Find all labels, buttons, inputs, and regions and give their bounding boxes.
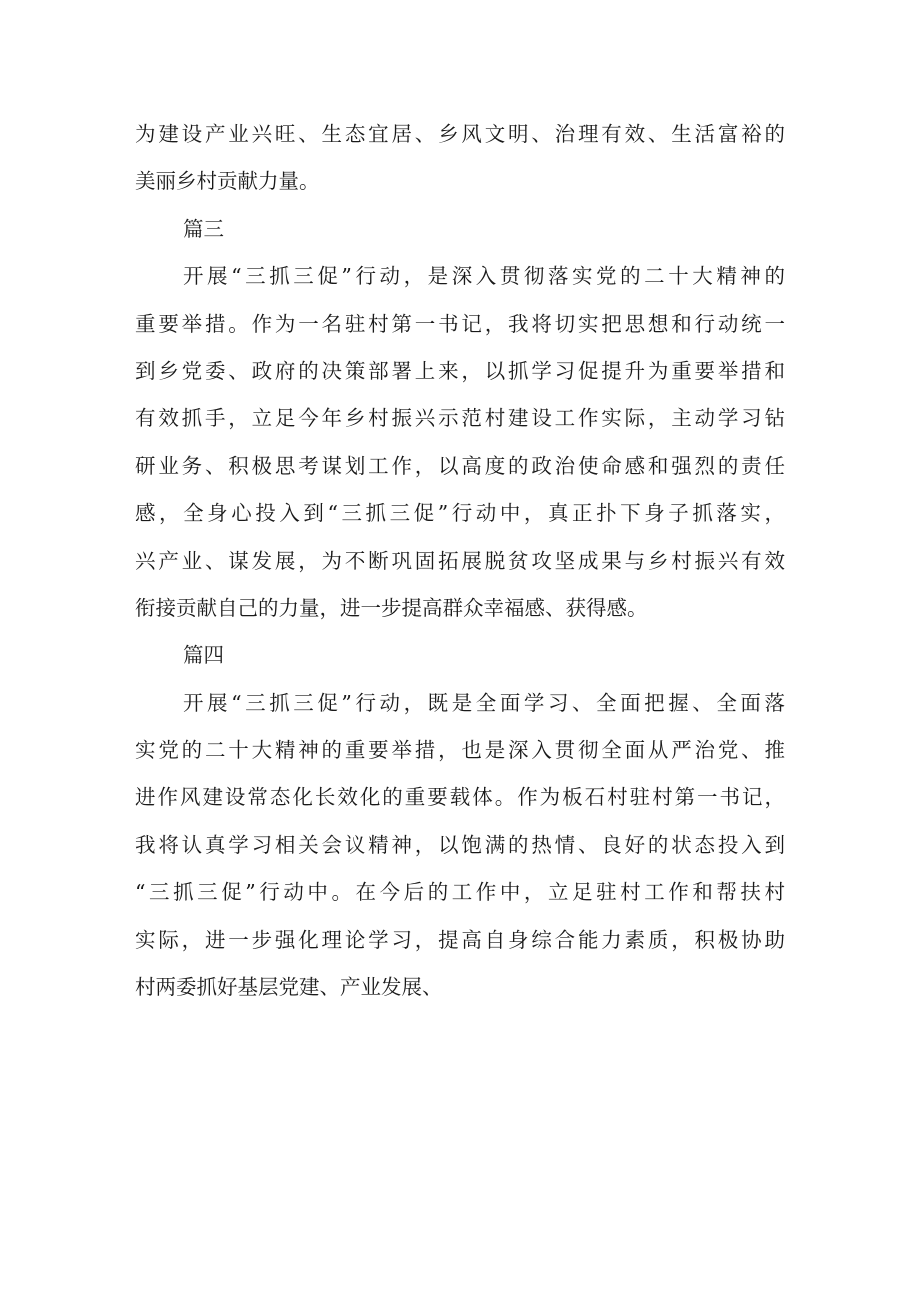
paragraph-line: 为建设产业兴旺、生态宜居、乡风文明、治理有效、生活富裕的 (135, 122, 785, 146)
paragraph-line: 实际，进一步强化理论学习，提高自身综合能力素质，积极协助 (135, 927, 785, 952)
paragraph-line: 进作风建设常态化长效化的重要载体。作为板石村驻村第一书记， (135, 785, 785, 810)
section-heading: 篇四 (183, 643, 224, 668)
paragraph-line: 开展“三抓三促”行动，既是全面学习、全面把握、全面落 (183, 690, 785, 715)
document-body (135, 111, 785, 1011)
paragraph-line: 村两委抓好基层党建、产业发展、 (135, 975, 443, 1000)
paragraph-line: 有效抓手，立足今年乡村振兴示范村建设工作实际，主动学习钻 (135, 406, 785, 431)
paragraph-line: “三抓三促”行动中。在今后的工作中，立足驻村工作和帮扶村 (135, 880, 785, 905)
paragraph-line: 衔接贡献自己的力量，进一步提高群众幸福感、获得感。 (135, 595, 648, 620)
paragraph-line: 到乡党委、政府的决策部署上来，以抓学习促提升为重要举措和 (135, 358, 785, 383)
paragraph-line: 感，全身心投入到“三抓三促”行动中，真正扑下身子抓落实， (135, 501, 785, 526)
paragraph-line: 美丽乡村贡献力量。 (135, 169, 320, 194)
paragraph-line: 兴产业、谋发展，为不断巩固拓展脱贫攻坚成果与乡村振兴有效 (135, 548, 785, 573)
paragraph-line: 研业务、积极思考谋划工作，以高度的政治使命感和强烈的责任 (135, 453, 785, 478)
paragraph-line: 我将认真学习相关会议精神，以饱满的热情、良好的状态投入到 (135, 832, 785, 857)
paragraph-line: 重要举措。作为一名驻村第一书记，我将切实把思想和行动统一 (135, 311, 785, 336)
paragraph-line: 开展“三抓三促”行动，是深入贯彻落实党的二十大精神的 (183, 264, 785, 289)
paragraph-line: 实党的二十大精神的重要举措，也是深入贯彻全面从严治党、推 (135, 738, 785, 763)
section-heading: 篇三 (183, 216, 224, 241)
